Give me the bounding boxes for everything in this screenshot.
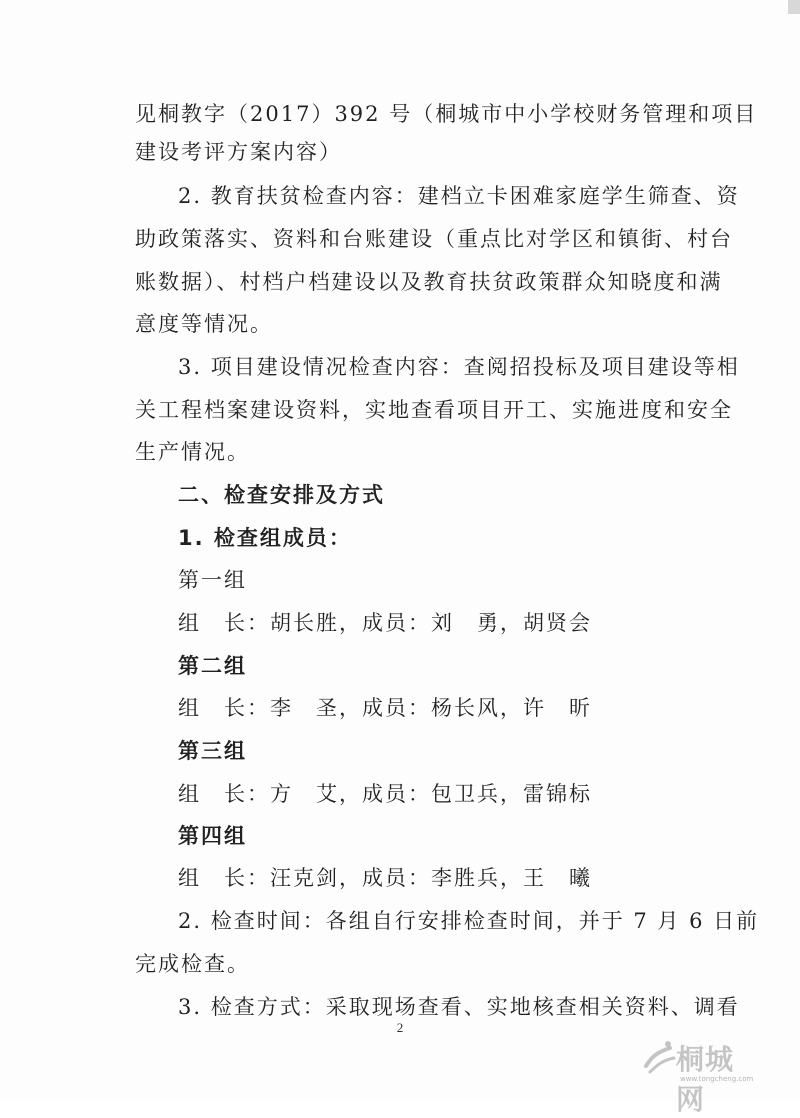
text-line-6: 意度等情况。: [135, 312, 273, 336]
text-line-20: 2. 检查时间：各组自行安排检查时间，并于 7 月 6 日前: [178, 909, 760, 933]
text-line-9: 生产情况。: [135, 440, 250, 464]
text-line-8: 关工程档案建设资料，实地查看项目开工、实施进度和安全: [135, 398, 733, 422]
section-heading: 二、检查安排及方式: [178, 483, 385, 507]
text-line-5: 账数据）、村档户档建设以及教育扶贫政策群众知晓度和满: [135, 270, 723, 294]
page-number: 2: [396, 1020, 404, 1035]
group-title-2: 第二组: [178, 654, 247, 678]
group-members-2: 组 长：李 圣，成员：杨长风，许 昕: [178, 696, 592, 720]
text-line-1: 见桐教字（2017）392 号（桐城市中小学校财务管理和项目: [135, 102, 758, 126]
text-line-7: 3. 项目建设情况检查内容：查阅招投标及项目建设等相: [178, 355, 740, 379]
watermark-site-name: 桐城网: [676, 1043, 735, 1116]
group-members-1: 组 长：胡长胜，成员：刘 勇，胡贤会: [178, 611, 592, 635]
subsection-heading: 1. 检查组成员：: [178, 526, 352, 550]
site-watermark: [640, 1030, 760, 1116]
group-title-3: 第三组: [178, 739, 247, 763]
scan-edge: [788, 0, 800, 14]
text-line-21: 完成检查。: [135, 952, 250, 976]
text-line-22: 3. 检查方式：采取现场查看、实地核查相关资料、调看: [178, 995, 740, 1019]
site-logo-icon: [640, 1036, 680, 1076]
watermark-url: www.tongcheng.com: [680, 1075, 754, 1083]
group-title-4: 第四组: [178, 824, 247, 848]
group-members-4: 组 长：汪克剑，成员：李胜兵，王 曦: [178, 866, 592, 890]
group-title-1: 第一组: [178, 568, 247, 592]
text-line-2: 建设考评方案内容）: [135, 140, 342, 164]
text-line-3: 2. 教育扶贫检查内容：建档立卡困难家庭学生筛查、资: [178, 184, 740, 208]
group-members-3: 组 长：方 艾，成员：包卫兵，雷锦标: [178, 782, 592, 806]
text-line-4: 助政策落实、资料和台账建设（重点比对学区和镇街、村台: [135, 227, 733, 251]
